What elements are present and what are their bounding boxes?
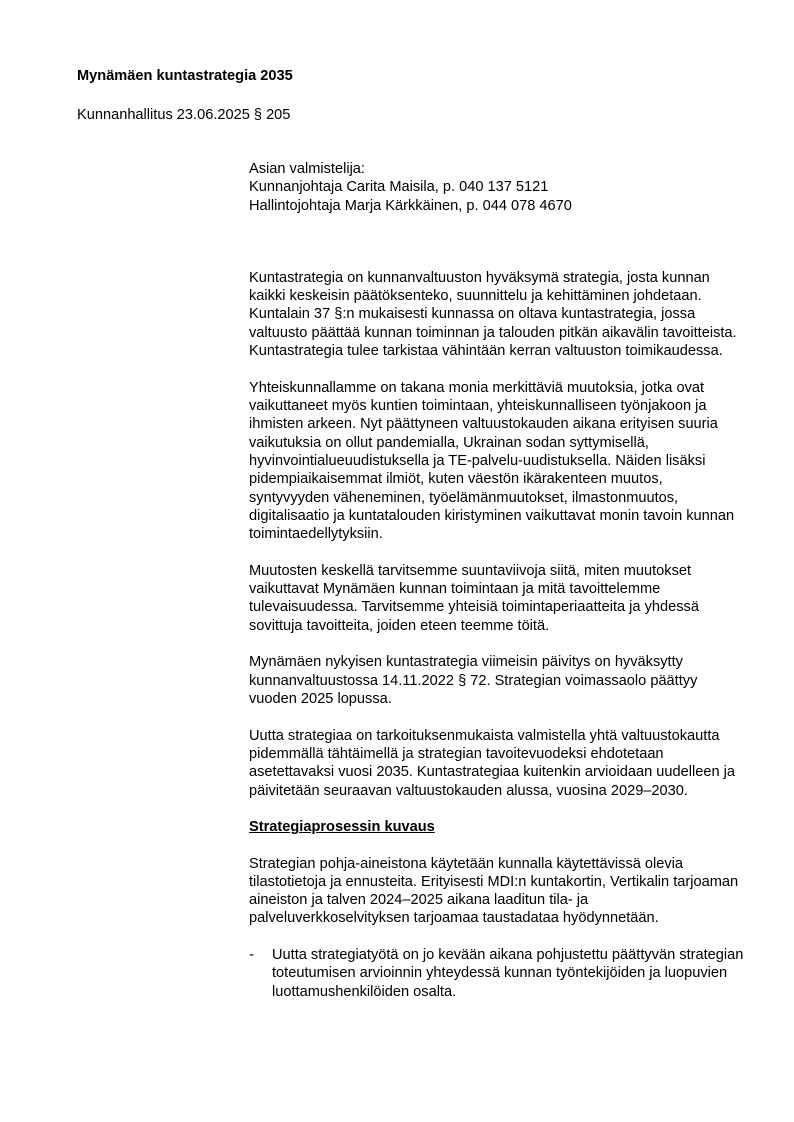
preparer-line: Hallintojohtaja Marja Kärkkäinen, p. 044 078 4670 xyxy=(249,197,572,214)
bullet-text: Uutta strategiatyötä on jo kevään aikana pohjustettu päättyvän strategian toteutumisen arvioinnin yhteydessä kunnan työntekijöiden ja luopuvien luottamushenkilöiden osalta. xyxy=(272,947,744,1000)
preparers-block xyxy=(249,160,744,215)
document-title: Mynämäen kuntastrategia 2035 xyxy=(77,68,293,84)
body-paragraph: Uutta strategiaa on tarkoituksenmukaista valmistella yhtä valtuustokautta pidemmällä tähtäimellä ja strategian tavoitevuodeksi ehdotetaan asetettavaksi vuosi 2035. Kuntastrategiaa kuitenkin arvioidaan uudelleen ja päivitetään seuraavan valtuustokauden alussa, vuosina 2029–2030. xyxy=(249,727,735,799)
preparers-heading: Asian valmistelija: xyxy=(249,161,365,177)
section-paragraph: Strategian pohja-aineistona käytetään kunnalla käytettävissä olevia tilastotietoja ja ennusteita. Erityisesti MDI:n kuntakortin, Vertikalin tarjoaman aineiston ja talven 2024–2025 aikana laaditun tila- ja palveluverkkoselvityksen tarjoamaa taustadataa hyödynnetään. xyxy=(249,855,739,927)
body-paragraph: Mynämäen nykyisen kuntastrategia viimeisin päivitys on hyväksytty kunnanvaltuustossa 14.11.2022 § 72. Strategian voimassaolo päättyy vuoden 2025 lopussa. xyxy=(249,654,698,707)
preparer-line: Kunnanjohtaja Carita Maisila, p. 040 137 5121 xyxy=(249,179,549,196)
document-body xyxy=(249,160,744,1001)
bullet-item xyxy=(249,946,744,1001)
section-heading: Strategiaprosessin kuvaus xyxy=(249,819,435,836)
body-paragraph: Kuntastrategia on kunnanvaltuuston hyväksymä strategia, josta kunnan kaikki keskeisin päätöksenteko, suunnittelu ja kehittäminen johdetaan. Kuntalain 37 §:n mukaisesti kunnassa on oltava kuntastrategia, jossa valtuusto päättää kunnan toiminnan ja talouden pitkän aikavälin tavoitteista. Kuntastrategia tulee tarkistaa vähintään kerran valtuuston toimikaudessa. xyxy=(249,269,737,360)
meeting-reference: Kunnanhallitus 23.06.2025 § 205 xyxy=(77,107,291,123)
bullet-marker: - xyxy=(249,947,254,964)
body-paragraph: Yhteiskunnallamme on takana monia merkittäviä muutoksia, jotka ovat vaikuttaneet myös kuntien toimintaan, yhteiskunnalliseen työnjakoon ja ihmisten arkeen. Nyt päättyneen valtuustokauden aikana erityisen suuria vaikutuksia on ollut pandemialla, Ukrainan sodan syttymisellä, hyvinvointialueuudistuksella ja TE-palvelu-uudistuksella. Näiden lisäksi pidempiaikaisemmat ilmiöt, kuten väestön ikärakenteen muutos, syntyvyyden väheneminen, työelämänmuutokset, ilmastonmuutos, digitalisaatio ja kuntatalouden kiristyminen vaikuttavat monin tavoin kunnan toimintaedellytyksiin. xyxy=(249,379,735,543)
body-paragraph: Muutosten keskellä tarvitsemme suuntaviivoja siitä, miten muutokset vaikuttavat Mynämäen kunnan toimintaan ja mitä tavoittelemme tulevaisuudessa. Tarvitsemme yhteisiä toimintaperiaatteita ja yhdessä sovittuja tavoitteita, joiden eteen teemme töitä. xyxy=(249,562,699,634)
